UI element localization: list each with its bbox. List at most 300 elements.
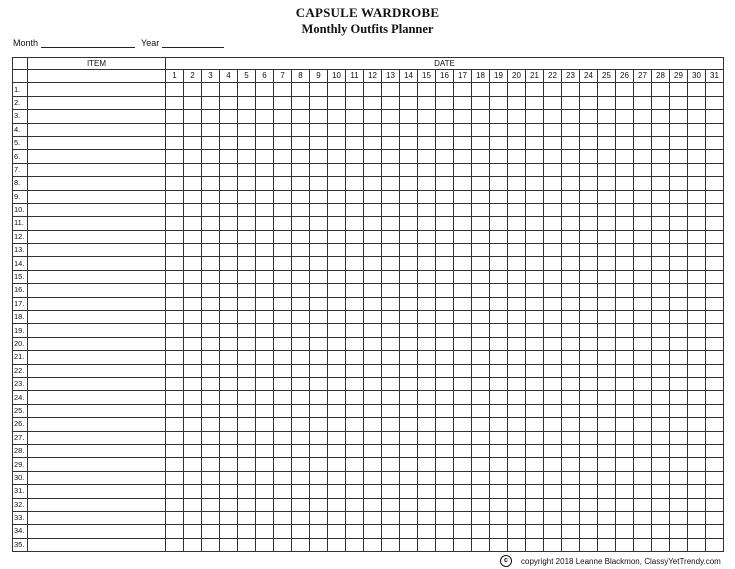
day-cell[interactable] bbox=[508, 177, 526, 190]
day-cell[interactable] bbox=[364, 511, 382, 524]
day-cell[interactable] bbox=[202, 538, 220, 551]
day-cell[interactable] bbox=[544, 351, 562, 364]
day-cell[interactable] bbox=[688, 230, 706, 243]
day-cell[interactable] bbox=[634, 203, 652, 216]
day-cell[interactable] bbox=[220, 83, 238, 96]
day-cell[interactable] bbox=[670, 324, 688, 337]
day-cell[interactable] bbox=[688, 123, 706, 136]
day-cell[interactable] bbox=[310, 177, 328, 190]
day-cell[interactable] bbox=[256, 511, 274, 524]
day-cell[interactable] bbox=[238, 377, 256, 390]
day-cell[interactable] bbox=[616, 110, 634, 123]
day-cell[interactable] bbox=[454, 217, 472, 230]
day-cell[interactable] bbox=[688, 163, 706, 176]
day-cell[interactable] bbox=[508, 136, 526, 149]
day-cell[interactable] bbox=[490, 163, 508, 176]
day-cell[interactable] bbox=[418, 511, 436, 524]
day-cell[interactable] bbox=[184, 377, 202, 390]
day-cell[interactable] bbox=[346, 511, 364, 524]
day-cell[interactable] bbox=[346, 83, 364, 96]
day-cell[interactable] bbox=[256, 351, 274, 364]
day-cell[interactable] bbox=[256, 485, 274, 498]
day-cell[interactable] bbox=[436, 324, 454, 337]
day-cell[interactable] bbox=[454, 485, 472, 498]
day-cell[interactable] bbox=[598, 284, 616, 297]
day-cell[interactable] bbox=[562, 83, 580, 96]
day-cell[interactable] bbox=[436, 217, 454, 230]
day-cell[interactable] bbox=[580, 123, 598, 136]
item-cell[interactable] bbox=[28, 297, 166, 310]
day-cell[interactable] bbox=[508, 418, 526, 431]
day-cell[interactable] bbox=[292, 244, 310, 257]
day-cell[interactable] bbox=[616, 525, 634, 538]
day-cell[interactable] bbox=[544, 471, 562, 484]
day-cell[interactable] bbox=[382, 177, 400, 190]
day-cell[interactable] bbox=[184, 270, 202, 283]
day-cell[interactable] bbox=[310, 83, 328, 96]
day-cell[interactable] bbox=[238, 458, 256, 471]
day-cell[interactable] bbox=[706, 244, 724, 257]
day-cell[interactable] bbox=[490, 511, 508, 524]
item-cell[interactable] bbox=[28, 418, 166, 431]
day-cell[interactable] bbox=[490, 177, 508, 190]
day-cell[interactable] bbox=[418, 538, 436, 551]
day-cell[interactable] bbox=[382, 230, 400, 243]
day-cell[interactable] bbox=[274, 244, 292, 257]
day-cell[interactable] bbox=[220, 190, 238, 203]
day-cell[interactable] bbox=[508, 538, 526, 551]
day-cell[interactable] bbox=[382, 471, 400, 484]
day-cell[interactable] bbox=[526, 123, 544, 136]
day-cell[interactable] bbox=[400, 123, 418, 136]
day-cell[interactable] bbox=[616, 217, 634, 230]
day-cell[interactable] bbox=[634, 391, 652, 404]
day-cell[interactable] bbox=[274, 351, 292, 364]
day-cell[interactable] bbox=[580, 498, 598, 511]
day-cell[interactable] bbox=[400, 324, 418, 337]
day-cell[interactable] bbox=[400, 270, 418, 283]
day-cell[interactable] bbox=[436, 511, 454, 524]
day-cell[interactable] bbox=[202, 177, 220, 190]
day-cell[interactable] bbox=[544, 190, 562, 203]
day-cell[interactable] bbox=[220, 311, 238, 324]
day-cell[interactable] bbox=[454, 511, 472, 524]
day-cell[interactable] bbox=[202, 203, 220, 216]
day-cell[interactable] bbox=[202, 418, 220, 431]
day-cell[interactable] bbox=[454, 270, 472, 283]
day-cell[interactable] bbox=[328, 190, 346, 203]
day-cell[interactable] bbox=[526, 83, 544, 96]
day-cell[interactable] bbox=[616, 458, 634, 471]
day-cell[interactable] bbox=[580, 136, 598, 149]
day-cell[interactable] bbox=[310, 391, 328, 404]
item-cell[interactable] bbox=[28, 391, 166, 404]
day-cell[interactable] bbox=[166, 444, 184, 457]
day-cell[interactable] bbox=[526, 270, 544, 283]
day-cell[interactable] bbox=[184, 471, 202, 484]
day-cell[interactable] bbox=[634, 83, 652, 96]
day-cell[interactable] bbox=[220, 525, 238, 538]
day-cell[interactable] bbox=[310, 163, 328, 176]
day-cell[interactable] bbox=[328, 284, 346, 297]
day-cell[interactable] bbox=[238, 190, 256, 203]
day-cell[interactable] bbox=[562, 431, 580, 444]
day-cell[interactable] bbox=[526, 110, 544, 123]
day-cell[interactable] bbox=[400, 404, 418, 417]
day-cell[interactable] bbox=[328, 123, 346, 136]
day-cell[interactable] bbox=[688, 377, 706, 390]
day-cell[interactable] bbox=[184, 498, 202, 511]
day-cell[interactable] bbox=[220, 444, 238, 457]
day-cell[interactable] bbox=[580, 377, 598, 390]
day-cell[interactable] bbox=[184, 511, 202, 524]
day-cell[interactable] bbox=[400, 150, 418, 163]
day-cell[interactable] bbox=[310, 364, 328, 377]
day-cell[interactable] bbox=[544, 337, 562, 350]
day-cell[interactable] bbox=[472, 498, 490, 511]
day-cell[interactable] bbox=[328, 297, 346, 310]
day-cell[interactable] bbox=[508, 284, 526, 297]
day-cell[interactable] bbox=[346, 364, 364, 377]
day-cell[interactable] bbox=[688, 471, 706, 484]
day-cell[interactable] bbox=[418, 364, 436, 377]
day-cell[interactable] bbox=[166, 136, 184, 149]
day-cell[interactable] bbox=[256, 297, 274, 310]
day-cell[interactable] bbox=[310, 230, 328, 243]
day-cell[interactable] bbox=[436, 110, 454, 123]
day-cell[interactable] bbox=[364, 377, 382, 390]
day-cell[interactable] bbox=[346, 498, 364, 511]
day-cell[interactable] bbox=[670, 511, 688, 524]
day-cell[interactable] bbox=[562, 257, 580, 270]
day-cell[interactable] bbox=[616, 203, 634, 216]
day-cell[interactable] bbox=[310, 444, 328, 457]
day-cell[interactable] bbox=[364, 311, 382, 324]
day-cell[interactable] bbox=[706, 364, 724, 377]
day-cell[interactable] bbox=[238, 311, 256, 324]
item-cell[interactable] bbox=[28, 525, 166, 538]
item-cell[interactable] bbox=[28, 96, 166, 109]
day-cell[interactable] bbox=[526, 418, 544, 431]
day-cell[interactable] bbox=[202, 150, 220, 163]
day-cell[interactable] bbox=[202, 391, 220, 404]
day-cell[interactable] bbox=[616, 511, 634, 524]
day-cell[interactable] bbox=[652, 123, 670, 136]
day-cell[interactable] bbox=[472, 391, 490, 404]
item-cell[interactable] bbox=[28, 498, 166, 511]
day-cell[interactable] bbox=[256, 324, 274, 337]
day-cell[interactable] bbox=[382, 110, 400, 123]
day-cell[interactable] bbox=[310, 324, 328, 337]
day-cell[interactable] bbox=[598, 458, 616, 471]
day-cell[interactable] bbox=[382, 163, 400, 176]
day-cell[interactable] bbox=[634, 511, 652, 524]
day-cell[interactable] bbox=[598, 110, 616, 123]
day-cell[interactable] bbox=[544, 377, 562, 390]
day-cell[interactable] bbox=[238, 525, 256, 538]
day-cell[interactable] bbox=[490, 123, 508, 136]
day-cell[interactable] bbox=[508, 391, 526, 404]
day-cell[interactable] bbox=[706, 230, 724, 243]
day-cell[interactable] bbox=[634, 444, 652, 457]
day-cell[interactable] bbox=[688, 391, 706, 404]
day-cell[interactable] bbox=[526, 150, 544, 163]
day-cell[interactable] bbox=[364, 471, 382, 484]
day-cell[interactable] bbox=[328, 163, 346, 176]
day-cell[interactable] bbox=[274, 324, 292, 337]
day-cell[interactable] bbox=[418, 190, 436, 203]
day-cell[interactable] bbox=[166, 244, 184, 257]
day-cell[interactable] bbox=[508, 485, 526, 498]
day-cell[interactable] bbox=[274, 377, 292, 390]
day-cell[interactable] bbox=[328, 257, 346, 270]
day-cell[interactable] bbox=[436, 244, 454, 257]
day-cell[interactable] bbox=[616, 150, 634, 163]
day-cell[interactable] bbox=[292, 123, 310, 136]
day-cell[interactable] bbox=[436, 203, 454, 216]
day-cell[interactable] bbox=[238, 511, 256, 524]
day-cell[interactable] bbox=[346, 297, 364, 310]
day-cell[interactable] bbox=[436, 458, 454, 471]
day-cell[interactable] bbox=[580, 337, 598, 350]
day-cell[interactable] bbox=[202, 404, 220, 417]
day-cell[interactable] bbox=[544, 136, 562, 149]
day-cell[interactable] bbox=[346, 217, 364, 230]
day-cell[interactable] bbox=[472, 83, 490, 96]
day-cell[interactable] bbox=[292, 96, 310, 109]
day-cell[interactable] bbox=[454, 136, 472, 149]
day-cell[interactable] bbox=[562, 391, 580, 404]
day-cell[interactable] bbox=[184, 311, 202, 324]
day-cell[interactable] bbox=[202, 498, 220, 511]
day-cell[interactable] bbox=[400, 471, 418, 484]
day-cell[interactable] bbox=[526, 364, 544, 377]
day-cell[interactable] bbox=[490, 431, 508, 444]
day-cell[interactable] bbox=[436, 163, 454, 176]
day-cell[interactable] bbox=[202, 297, 220, 310]
day-cell[interactable] bbox=[490, 471, 508, 484]
day-cell[interactable] bbox=[670, 297, 688, 310]
day-cell[interactable] bbox=[634, 337, 652, 350]
day-cell[interactable] bbox=[670, 150, 688, 163]
day-cell[interactable] bbox=[292, 270, 310, 283]
day-cell[interactable] bbox=[562, 458, 580, 471]
day-cell[interactable] bbox=[508, 498, 526, 511]
day-cell[interactable] bbox=[436, 123, 454, 136]
day-cell[interactable] bbox=[238, 110, 256, 123]
day-cell[interactable] bbox=[436, 538, 454, 551]
day-cell[interactable] bbox=[670, 270, 688, 283]
day-cell[interactable] bbox=[670, 96, 688, 109]
day-cell[interactable] bbox=[436, 150, 454, 163]
day-cell[interactable] bbox=[382, 257, 400, 270]
day-cell[interactable] bbox=[652, 404, 670, 417]
day-cell[interactable] bbox=[166, 190, 184, 203]
day-cell[interactable] bbox=[238, 364, 256, 377]
day-cell[interactable] bbox=[364, 270, 382, 283]
day-cell[interactable] bbox=[454, 150, 472, 163]
day-cell[interactable] bbox=[220, 203, 238, 216]
day-cell[interactable] bbox=[652, 163, 670, 176]
day-cell[interactable] bbox=[508, 230, 526, 243]
day-cell[interactable] bbox=[382, 511, 400, 524]
day-cell[interactable] bbox=[616, 297, 634, 310]
day-cell[interactable] bbox=[310, 297, 328, 310]
day-cell[interactable] bbox=[670, 177, 688, 190]
item-cell[interactable] bbox=[28, 404, 166, 417]
day-cell[interactable] bbox=[526, 351, 544, 364]
day-cell[interactable] bbox=[634, 257, 652, 270]
day-cell[interactable] bbox=[310, 404, 328, 417]
day-cell[interactable] bbox=[634, 230, 652, 243]
day-cell[interactable] bbox=[184, 136, 202, 149]
day-cell[interactable] bbox=[436, 230, 454, 243]
day-cell[interactable] bbox=[580, 431, 598, 444]
day-cell[interactable] bbox=[526, 163, 544, 176]
day-cell[interactable] bbox=[184, 230, 202, 243]
day-cell[interactable] bbox=[310, 351, 328, 364]
day-cell[interactable] bbox=[364, 337, 382, 350]
day-cell[interactable] bbox=[238, 297, 256, 310]
day-cell[interactable] bbox=[292, 177, 310, 190]
day-cell[interactable] bbox=[652, 284, 670, 297]
day-cell[interactable] bbox=[256, 123, 274, 136]
day-cell[interactable] bbox=[274, 136, 292, 149]
day-cell[interactable] bbox=[400, 311, 418, 324]
day-cell[interactable] bbox=[310, 217, 328, 230]
day-cell[interactable] bbox=[418, 177, 436, 190]
day-cell[interactable] bbox=[454, 297, 472, 310]
day-cell[interactable] bbox=[688, 177, 706, 190]
day-cell[interactable] bbox=[634, 136, 652, 149]
day-cell[interactable] bbox=[346, 538, 364, 551]
day-cell[interactable] bbox=[688, 136, 706, 149]
day-cell[interactable] bbox=[310, 418, 328, 431]
day-cell[interactable] bbox=[346, 431, 364, 444]
day-cell[interactable] bbox=[580, 284, 598, 297]
day-cell[interactable] bbox=[364, 525, 382, 538]
day-cell[interactable] bbox=[454, 458, 472, 471]
item-cell[interactable] bbox=[28, 190, 166, 203]
day-cell[interactable] bbox=[706, 337, 724, 350]
day-cell[interactable] bbox=[670, 244, 688, 257]
day-cell[interactable] bbox=[184, 444, 202, 457]
day-cell[interactable] bbox=[256, 244, 274, 257]
day-cell[interactable] bbox=[328, 364, 346, 377]
day-cell[interactable] bbox=[652, 498, 670, 511]
day-cell[interactable] bbox=[256, 364, 274, 377]
day-cell[interactable] bbox=[598, 337, 616, 350]
day-cell[interactable] bbox=[310, 538, 328, 551]
item-cell[interactable] bbox=[28, 324, 166, 337]
day-cell[interactable] bbox=[400, 525, 418, 538]
item-cell[interactable] bbox=[28, 351, 166, 364]
day-cell[interactable] bbox=[436, 311, 454, 324]
day-cell[interactable] bbox=[292, 511, 310, 524]
day-cell[interactable] bbox=[634, 96, 652, 109]
day-cell[interactable] bbox=[454, 351, 472, 364]
day-cell[interactable] bbox=[490, 150, 508, 163]
day-cell[interactable] bbox=[166, 284, 184, 297]
day-cell[interactable] bbox=[544, 96, 562, 109]
day-cell[interactable] bbox=[652, 418, 670, 431]
day-cell[interactable] bbox=[256, 525, 274, 538]
day-cell[interactable] bbox=[652, 364, 670, 377]
day-cell[interactable] bbox=[346, 337, 364, 350]
day-cell[interactable] bbox=[238, 150, 256, 163]
day-cell[interactable] bbox=[238, 471, 256, 484]
day-cell[interactable] bbox=[382, 498, 400, 511]
day-cell[interactable] bbox=[490, 351, 508, 364]
day-cell[interactable] bbox=[382, 190, 400, 203]
day-cell[interactable] bbox=[688, 511, 706, 524]
day-cell[interactable] bbox=[598, 190, 616, 203]
day-cell[interactable] bbox=[580, 364, 598, 377]
day-cell[interactable] bbox=[508, 458, 526, 471]
day-cell[interactable] bbox=[562, 203, 580, 216]
day-cell[interactable] bbox=[220, 136, 238, 149]
day-cell[interactable] bbox=[364, 110, 382, 123]
day-cell[interactable] bbox=[256, 538, 274, 551]
day-cell[interactable] bbox=[508, 96, 526, 109]
day-cell[interactable] bbox=[184, 96, 202, 109]
day-cell[interactable] bbox=[616, 485, 634, 498]
day-cell[interactable] bbox=[436, 404, 454, 417]
day-cell[interactable] bbox=[706, 431, 724, 444]
day-cell[interactable] bbox=[706, 110, 724, 123]
day-cell[interactable] bbox=[274, 110, 292, 123]
day-cell[interactable] bbox=[526, 391, 544, 404]
day-cell[interactable] bbox=[598, 525, 616, 538]
day-cell[interactable] bbox=[706, 525, 724, 538]
day-cell[interactable] bbox=[274, 297, 292, 310]
day-cell[interactable] bbox=[706, 203, 724, 216]
day-cell[interactable] bbox=[274, 123, 292, 136]
day-cell[interactable] bbox=[418, 485, 436, 498]
day-cell[interactable] bbox=[598, 270, 616, 283]
day-cell[interactable] bbox=[364, 404, 382, 417]
item-cell[interactable] bbox=[28, 163, 166, 176]
day-cell[interactable] bbox=[436, 391, 454, 404]
day-cell[interactable] bbox=[238, 351, 256, 364]
day-cell[interactable] bbox=[652, 150, 670, 163]
day-cell[interactable] bbox=[526, 444, 544, 457]
item-cell[interactable] bbox=[28, 444, 166, 457]
day-cell[interactable] bbox=[454, 391, 472, 404]
day-cell[interactable] bbox=[454, 257, 472, 270]
day-cell[interactable] bbox=[508, 337, 526, 350]
day-cell[interactable] bbox=[220, 418, 238, 431]
day-cell[interactable] bbox=[544, 203, 562, 216]
day-cell[interactable] bbox=[166, 498, 184, 511]
day-cell[interactable] bbox=[580, 351, 598, 364]
day-cell[interactable] bbox=[454, 498, 472, 511]
day-cell[interactable] bbox=[688, 203, 706, 216]
day-cell[interactable] bbox=[418, 444, 436, 457]
day-cell[interactable] bbox=[634, 270, 652, 283]
day-cell[interactable] bbox=[490, 377, 508, 390]
item-cell[interactable] bbox=[28, 270, 166, 283]
day-cell[interactable] bbox=[508, 244, 526, 257]
day-cell[interactable] bbox=[274, 498, 292, 511]
day-cell[interactable] bbox=[346, 284, 364, 297]
day-cell[interactable] bbox=[508, 110, 526, 123]
year-field[interactable] bbox=[162, 38, 224, 48]
day-cell[interactable] bbox=[490, 458, 508, 471]
day-cell[interactable] bbox=[652, 525, 670, 538]
day-cell[interactable] bbox=[166, 257, 184, 270]
day-cell[interactable] bbox=[472, 163, 490, 176]
